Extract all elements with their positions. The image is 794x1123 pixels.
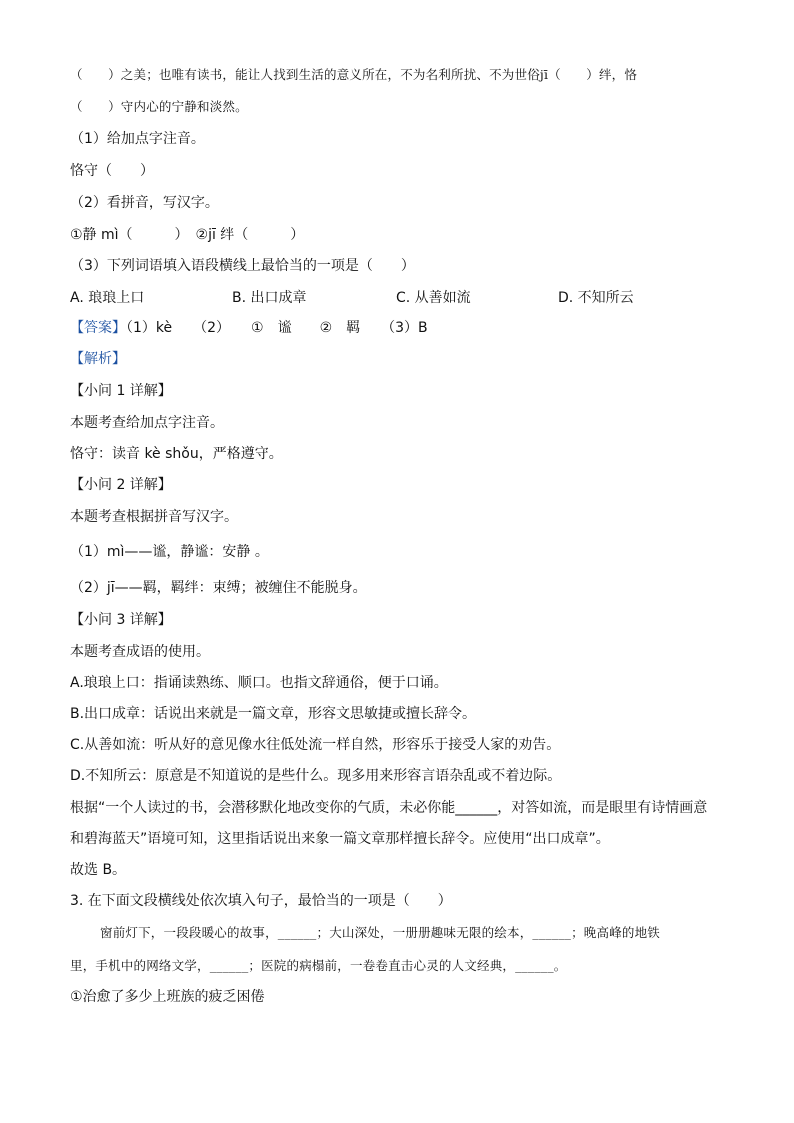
sub3-option-a: A.琅琅上口：指诵读熟练、顺口。也指文辞通俗，便于口诵。 <box>70 675 448 691</box>
question-1: （1）给加点字注音。 <box>70 131 205 147</box>
question-3-passage-1: 窗前灯下，一段段暖心的故事，______；大山深处，一册册趣味无限的绘本，______；晚高峰的地铁 <box>100 925 661 940</box>
sub3-option-d: D.不知所云：原意是不知道说的是些什么。现多用来形容言语杂乱或不着边际。 <box>70 768 562 784</box>
answer-line <box>70 319 428 337</box>
sub2-line-2: （1）mì——谧，静谧：安静 。 <box>70 544 269 560</box>
question-3-passage-2: 里，手机中的网络文学，______；医院的病榻前，一卷卷直击心灵的人文经典，______。 <box>70 958 567 973</box>
sub3-title: 【小问 3 详解】 <box>70 612 172 628</box>
passage-line-2: （ ）守内心的宁静和淡然。 <box>70 99 248 114</box>
question-3-title: 3. 在下面文段横线处依次填入句子，最恰当的一项是（ ） <box>70 893 452 909</box>
question-3-option-1: ①治愈了多少上班族的疲乏困倦 <box>70 989 265 1005</box>
option-c: C. 从善如流 <box>396 290 471 306</box>
sub1-line-1: 本题考查给加点字注音。 <box>70 415 224 431</box>
question-3: （3）下列词语填入语段横线上最恰当的一项是（ ） <box>70 258 415 274</box>
question-2: （2）看拼音，写汉字。 <box>70 195 219 211</box>
answer-text: （1）kè （2） ① 谧 ② 羁 （3）B <box>126 320 428 336</box>
option-a: A. 琅琅上口 <box>70 290 145 306</box>
sub2-line-1: 本题考查根据拼音写汉字。 <box>70 509 238 525</box>
sub3-explain-1: 根据“一个人读过的书，会潜移默化地改变你的气质，未必你能______，对答如流，而是眼里有诗情画意 <box>70 800 708 816</box>
option-b: B. 出口成章 <box>232 290 307 306</box>
answer-tag: 【答案】 <box>70 320 126 336</box>
option-d: D. 不知所云 <box>558 290 634 306</box>
question-2-blanks: ①静 mì（ ） ②jī 绊（ ） <box>70 227 305 243</box>
sub2-title: 【小问 2 详解】 <box>70 477 172 493</box>
sub3-conclusion: 故选 B。 <box>70 862 127 878</box>
sub1-title: 【小问 1 详解】 <box>70 383 172 399</box>
sub3-option-b: B.出口成章：话说出来就是一篇文章，形容文思敏捷或擅长辞令。 <box>70 706 477 722</box>
sub3-option-c: C.从善如流：听从好的意见像水往低处流一样自然，形容乐于接受人家的劝告。 <box>70 737 561 753</box>
sub1-line-2: 恪守：读音 kè shǒu，严格遵守。 <box>70 446 283 462</box>
passage-line-1: （ ）之美；也唯有读书，能让人找到生活的意义所在，不为名利所扰、不为世俗jī（ ）绊，恪 <box>70 67 638 82</box>
sub3-explain-2: 和碧海蓝天”语境可知，这里指话说出来象一篇文章那样擅长辞令。应使用“出口成章”。 <box>70 831 610 847</box>
analysis-tag: 【解析】 <box>70 351 126 367</box>
question-1-blank: 恪守（ ） <box>70 163 154 179</box>
sub2-line-3: （2）jī——羁，羁绊：束缚；被缠住不能脱身。 <box>70 580 367 596</box>
sub3-line-1: 本题考查成语的使用。 <box>70 644 210 660</box>
